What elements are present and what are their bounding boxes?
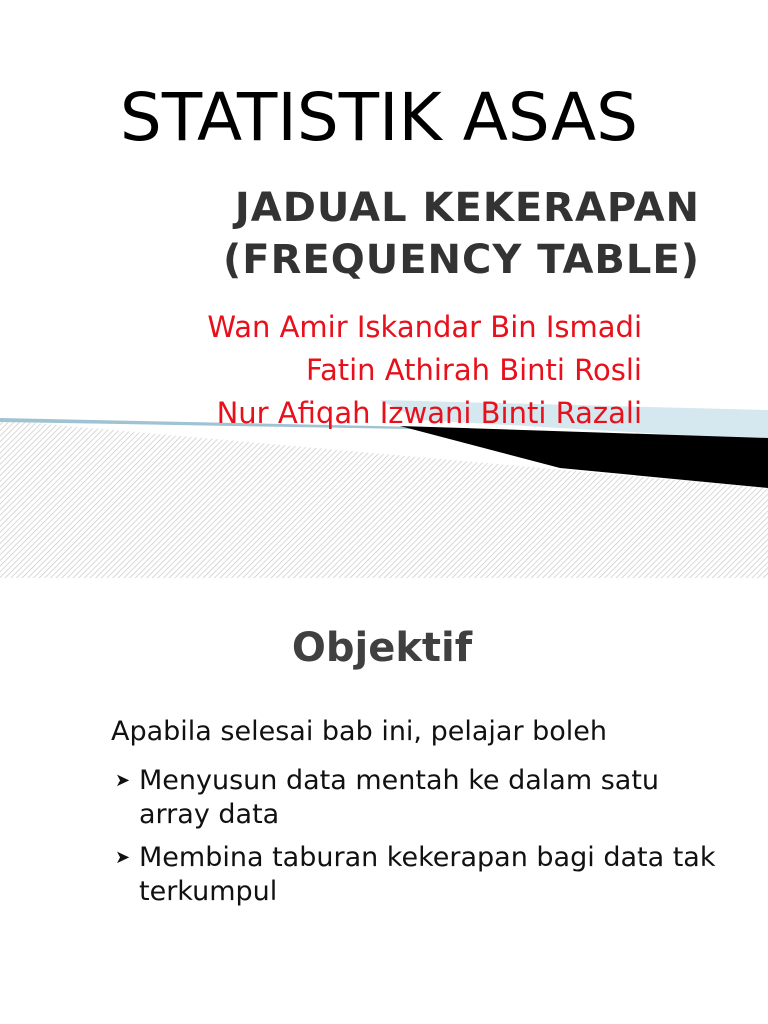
arrowhead-bullet-icon: ➤ [115, 847, 131, 868]
slide-title: STATISTIK ASAS [119, 79, 639, 156]
objectives-intro: Apabila selesai bab ini, pelajar boleh [111, 716, 608, 747]
list-item [115, 764, 735, 832]
slide-subtitle [223, 182, 700, 286]
objectives-list [115, 764, 735, 918]
author-list [207, 306, 642, 435]
subtitle-line-2: (FREQUENCY TABLE) [223, 237, 700, 283]
list-item [115, 841, 735, 909]
author-name: Wan Amir Iskandar Bin Ismadi [207, 310, 642, 344]
list-item-text: Menyusun data mentah ke dalam satu array data [139, 765, 660, 830]
author-name: Nur Afiqah Izwani Binti Razali [216, 396, 642, 430]
arrowhead-bullet-icon: ➤ [115, 770, 131, 791]
objectives-slide [0, 578, 768, 1024]
objectives-heading: Objektif [291, 625, 473, 671]
author-name: Fatin Athirah Binti Rosli [305, 353, 642, 387]
list-item-text: Membina taburan kekerapan bagi data tak terkumpul [139, 842, 716, 907]
subtitle-line-1: JADUAL KEKERAPAN [234, 185, 700, 231]
